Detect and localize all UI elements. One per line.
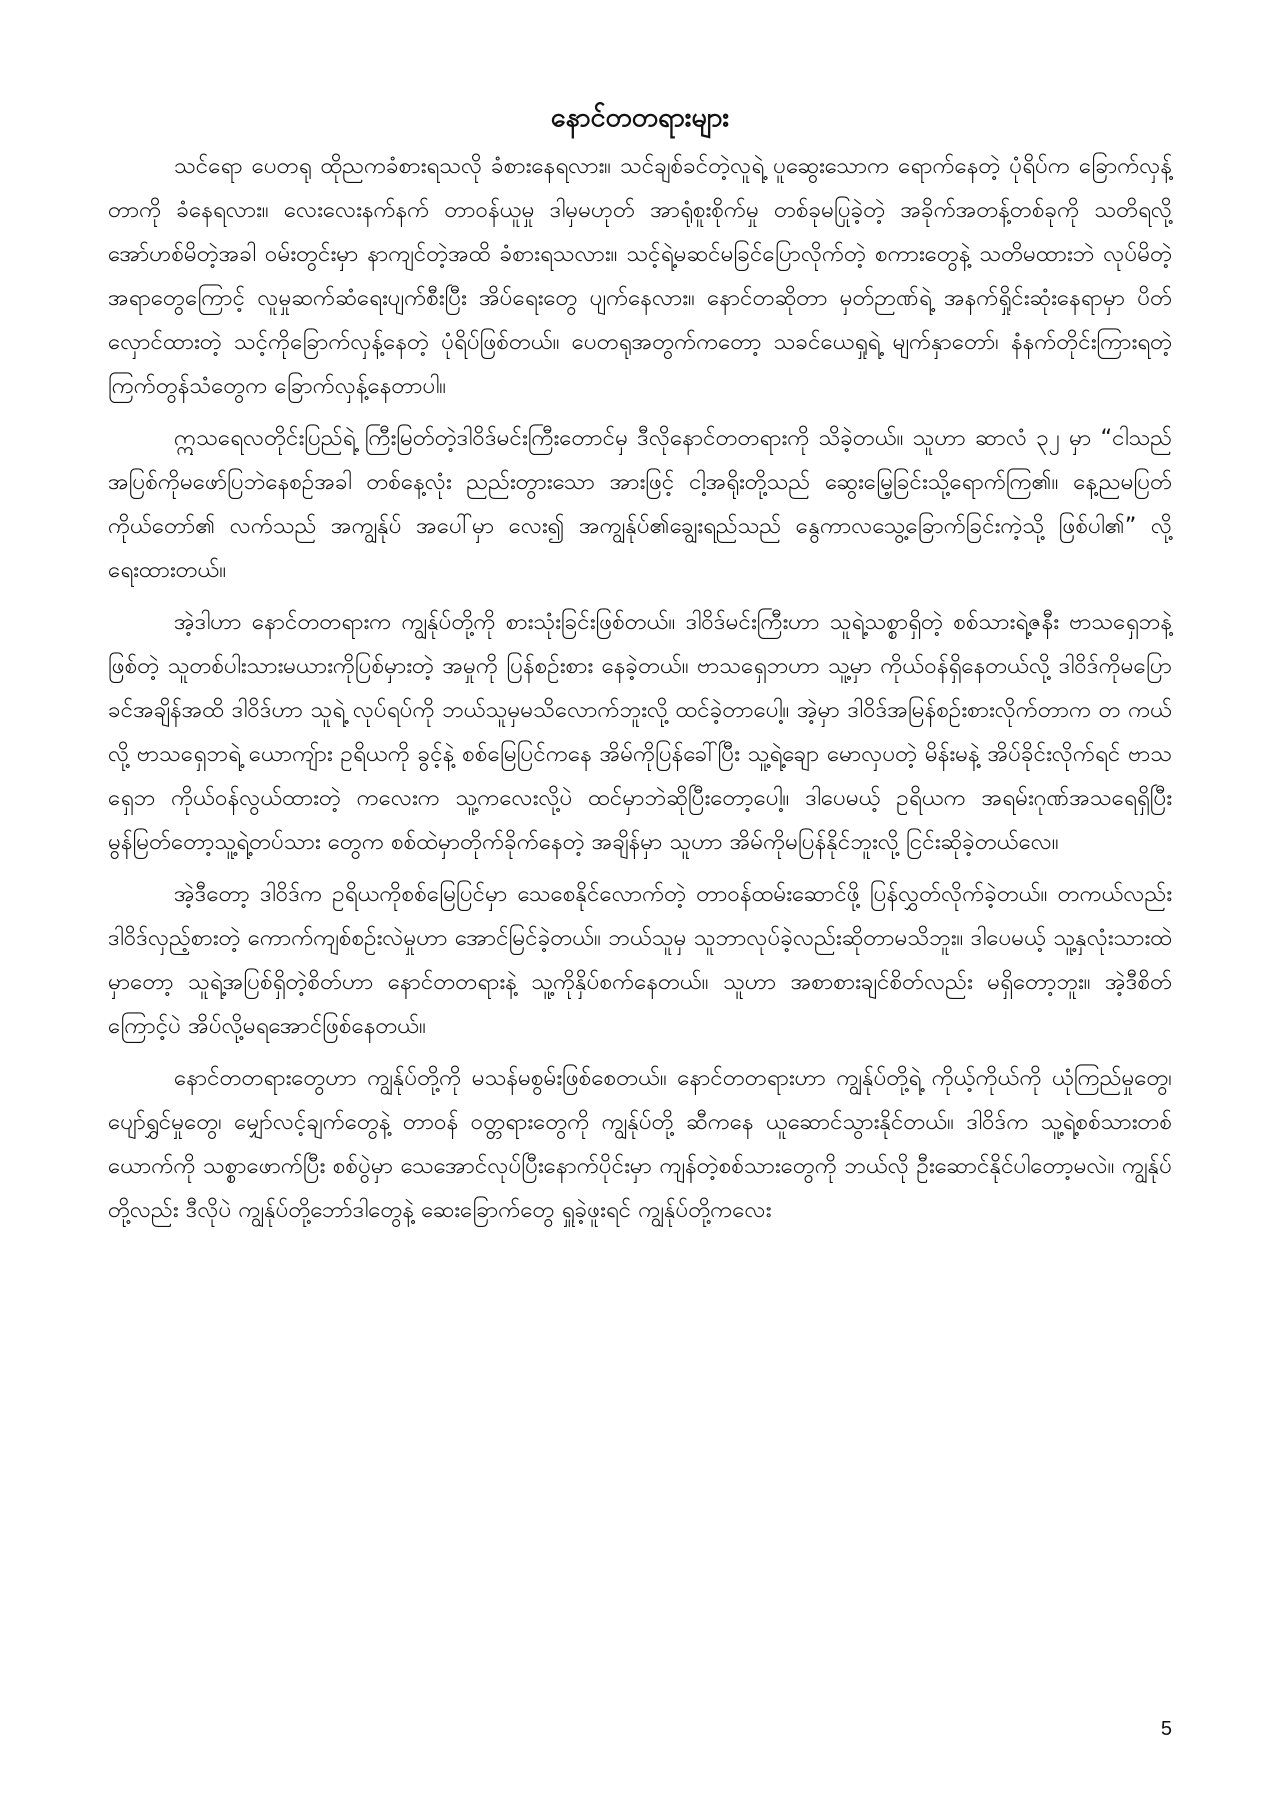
paragraph-1: သင်ရော ပေတရု ထိုညကခံစားရသလို ခံစားနေရလား။ သင်ချစ်ခင်တဲ့လူရဲ့ ပူဆွေးသောက ရောက်နေတဲ့ ပုံရိပ်က ခြောက်လှန့်တာကို ခံနေရလား။ လေးလေးနက်နက် တာဝန်ယူမှု ဒါမှမဟုတ် အာရုံစူးစိုက်မှု တစ်ခုမပြုခဲ့တဲ့ အခိုက်အတန့်တစ်ခုကို သတိရလို့ အော်ဟစ်မိတဲ့အခါ ဝမ်းတွင်းမှာ နာကျင်တဲ့အထိ ခံစားရသလား။ သင့်ရဲ့မဆင်မခြင်ပြောလိုက်တဲ့ စကားတွေနဲ့ သတိမထားဘဲ လုပ်မိတဲ့ အရာတွေကြောင့် လူမှုဆက်ဆံရေးပျက်စီးပြီး အိပ်ရေးတွေ ပျက်နေလား။ နောင်တဆိုတာ မှတ်ဉာဏ်ရဲ့ အနက်ရှိုင်းဆုံးနေရာမှာ ပိတ်လှောင်ထားတဲ့ သင့်ကိုခြောက်လှန့်နေတဲ့ ပုံရိပ်ဖြစ်တယ်။ ပေတရုအတွက်ကတော့ သခင်ယေရှုရဲ့ မျက်နှာတော်၊ နံနက်တိုင်းကြားရတဲ့ ကြက်တွန်သံတွေက ခြောက်လှန့်နေတာပါ။ bbox=[108, 153, 1172, 399]
paragraph-3: အဲ့ဒါဟာ နောင်တတရားက ကျွန်ုပ်တို့ကို စားသုံးခြင်းဖြစ်တယ်။ ဒါဝိဒ်မင်းကြီးဟာ သူရဲ့သစ္စာရှိတဲ့ စစ်သားရဲ့ဇနီး ဗာသရှေဘနဲ့ဖြစ်တဲ့ သူတစ်ပါးသားမယားကိုပြစ်မှားတဲ့ အမှုကို ပြန်စဉ်းစား နေခဲ့တယ်။ ဗာသရှေဘဟာ သူ့မှာ ကိုယ်ဝန်ရှိနေတယ်လို့ ဒါဝိဒ်ကိုမပြောခင်အချိန်အထိ ဒါဝိဒ်ဟာ သူရဲ့ လုပ်ရပ်ကို ဘယ်သူမှမသိလောက်ဘူးလို့ ထင်ခဲ့တာပေါ့။ အဲ့မှာ ဒါဝိဒ်အမြန်စဉ်းစားလိုက်တာက တ ကယ်လို့ ဗာသရှေဘရဲ့ ယောကျ်ား ဥရိယကို ခွင့်နဲ့ စစ်မြေပြင်ကနေ အိမ်ကိုပြန်ခေါ်ပြီး သူ့ရဲ့ချော မောလှပတဲ့ မိန်းမနဲ့ အိပ်ခိုင်းလိုက်ရင် ဗာသရှေဘ ကိုယ်ဝန်လွယ်ထားတဲ့ ကလေးက သူ့ကလေးလို့ပဲ ထင်မှာဘဲဆိုပြီးတော့ပေါ့။ ဒါပေမယ့် ဥရိယက အရမ်းဂုဏ်အသရေရှိပြီး မွန်မြတ်တော့သူ့ရဲ့တပ်သား တွေက စစ်ထဲမှာတိုက်ခိုက်နေတဲ့ အချိန်မှာ သူဟာ အိမ်ကိုမပြန်နိုင်ဘူးလို့ ငြင်းဆိုခဲ့တယ်လေ။ bbox=[108, 609, 1172, 855]
paragraph-5: နောင်တတရားတွေဟာ ကျွန်ုပ်တို့ကို မသန်မစွမ်းဖြစ်စေတယ်။ နောင်တတရားဟာ ကျွန်ုပ်တို့ရဲ့ ကိုယ့်ကိုယ်ကို ယုံကြည်မှုတွေ၊ ပျော်ရွှင်မှုတွေ၊ မျှော်လင့်ချက်တွေနဲ့ တာဝန် ဝတ္တရားတွေကို ကျွန်ုပ်တို့ ဆီကနေ ယူဆောင်သွားနိုင်တယ်။ ဒါဝိဒ်က သူ့ရဲ့စစ်သားတစ်ယောက်ကို သစ္စာဖောက်ပြီး စစ်ပွဲမှာ သေအောင်လုပ်ပြီးနောက်ပိုင်းမှာ ကျန်တဲ့စစ်သားတွေကို ဘယ်လို ဦးဆောင်နိုင်ပါတော့မလဲ။ ကျွန်ုပ်တို့လည်း ဒီလိုပဲ ကျွန်ုပ်တို့ဘော်ဒါတွေနဲ့ ဆေးခြောက်တွေ ရှူခဲ့ဖူးရင် ကျွန်ုပ်တို့ကလေး bbox=[108, 1065, 1172, 1223]
paragraph-2: ဣသရေလတိုင်းပြည်ရဲ့ ကြီးမြတ်တဲ့ဒါဝိဒ်မင်းကြီးတောင်မှ ဒီလိုနောင်တတရားကို သိခဲ့တယ်။ သူဟာ ဆာလံ ၃၂ မှာ “ငါသည်အပြစ်ကိုမဖော်ပြဘဲနေစဉ်အခါ တစ်နေ့လုံး ညည်းတွားသော အားဖြင့် ငါ့အရိုးတို့သည် ဆွေးမြေ့ခြင်းသို့ရောက်ကြ၏။ နေ့ညမပြတ် ကိုယ်တော်၏ လက်သည် အကျွန်ုပ် အပေါ်မှာ လေး၍ အကျွန်ုပ်၏ချွေးရည်သည် နွေကာလသွေ့ခြောက်ခြင်းကဲ့သို့ ဖြစ်ပါ၏” လို့ရေးထားတယ်။ bbox=[108, 425, 1172, 583]
page-number: 5 bbox=[1160, 1718, 1172, 1740]
document-page bbox=[108, 98, 1172, 1240]
document-title: နောင်တတရားများ bbox=[550, 102, 730, 133]
paragraph-4: အဲ့ဒီတော့ ဒါဝိဒ်က ဥရိယကိုစစ်မြေပြင်မှာ သေစေနိုင်လောက်တဲ့ တာဝန်ထမ်းဆောင်ဖို့ ပြန်လွှတ်လိုက်ခဲ့တယ်။ တကယ်လည်း ဒါဝိဒ်လှည့်စားတဲ့ ကောက်ကျစ်စဉ်းလဲမှုဟာ အောင်မြင်ခဲ့တယ်။ ဘယ်သူမှ သူဘာလုပ်ခဲ့လည်းဆိုတာမသိဘူး။ ဒါပေမယ့် သူ့နှလုံးသားထဲမှာတော့ သူရဲ့အပြစ်ရှိတဲ့စိတ်ဟာ နောင်တတရားနဲ့ သူ့ကိုနှိပ်စက်နေတယ်။ သူဟာ အစာစားချင်စိတ်လည်း မရှိတော့ဘူး။ အဲ့ဒီစိတ်ကြောင့်ပဲ အိပ်လို့မရအောင်ဖြစ်နေတယ်။ bbox=[108, 881, 1172, 1039]
